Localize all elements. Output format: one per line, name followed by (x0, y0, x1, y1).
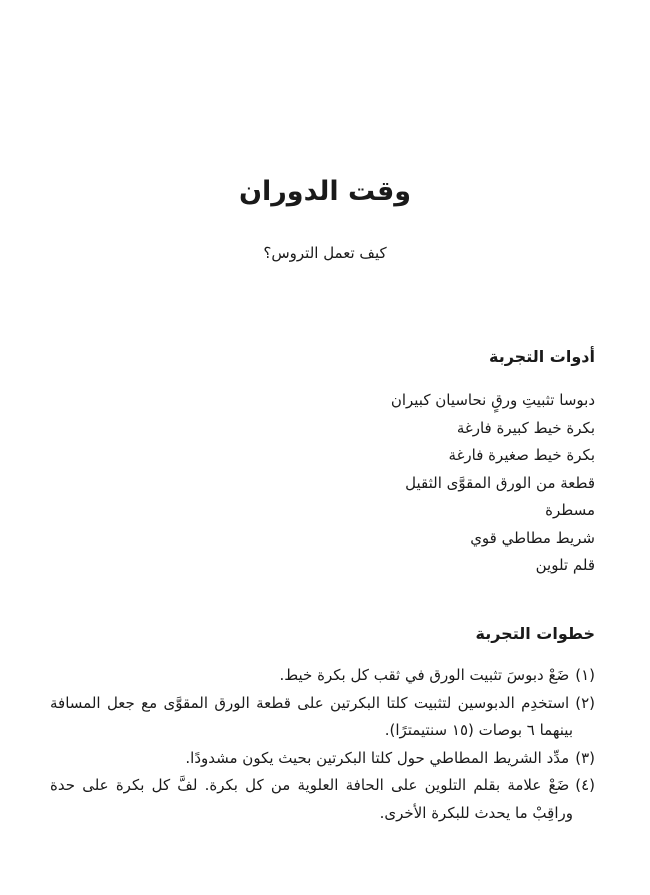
step-number: (٣) (575, 748, 595, 767)
page-title: وقت الدوران (238, 176, 412, 207)
page-subtitle: كيف تعمل التروس؟ (263, 244, 387, 262)
step-item (50, 662, 595, 690)
tool-item: دبوسا تثبيتِ ورقٍ نحاسيان كبيران (390, 391, 595, 409)
step-text: استخدِم الدبوسين لتثبيت كلتا البكرتين على قطعة الورق المقوَّى مع جعل المسافة بينهما ٦ بوصات (١٥ سنتيمترًا). (50, 693, 573, 739)
step-text: ضَعْ علامة بقلم التلوين على الحافة العلوية من كل بكرة. لفَّ كل بكرة على حدة وراقِبْ ما يحدث للبكرة الأخرى. (50, 776, 573, 822)
tool-item: قلم تلوين (535, 556, 595, 574)
step-item (50, 690, 595, 745)
step-number: (٢) (575, 693, 595, 712)
tool-item: مسطرة (545, 501, 595, 519)
steps-list (50, 662, 595, 827)
step-text: مدِّد الشريط المطاطي حول كلتا البكرتين بحيث يكون مشدودًا. (185, 748, 570, 767)
tools-heading: أدوات التجربة (489, 347, 595, 366)
step-number: (٤) (575, 776, 595, 794)
tool-item: شريط مطاطي قوي (470, 528, 595, 547)
tool-item: بكرة خيط صغيرة فارغة (448, 446, 595, 464)
step-text: ضَعْ دبوسَ تثبيت الورق في ثقب كل بكرة خيط. (279, 666, 570, 684)
steps-heading: خطوات التجربة (475, 624, 595, 643)
tool-item: بكرة خيط كبيرة فارغة (456, 418, 595, 437)
tools-list (391, 387, 595, 580)
step-item (50, 745, 595, 773)
step-item (50, 772, 595, 827)
tool-item: قطعة من الورق المقوَّى الثقيل (405, 473, 595, 492)
step-number: (١) (575, 666, 595, 684)
